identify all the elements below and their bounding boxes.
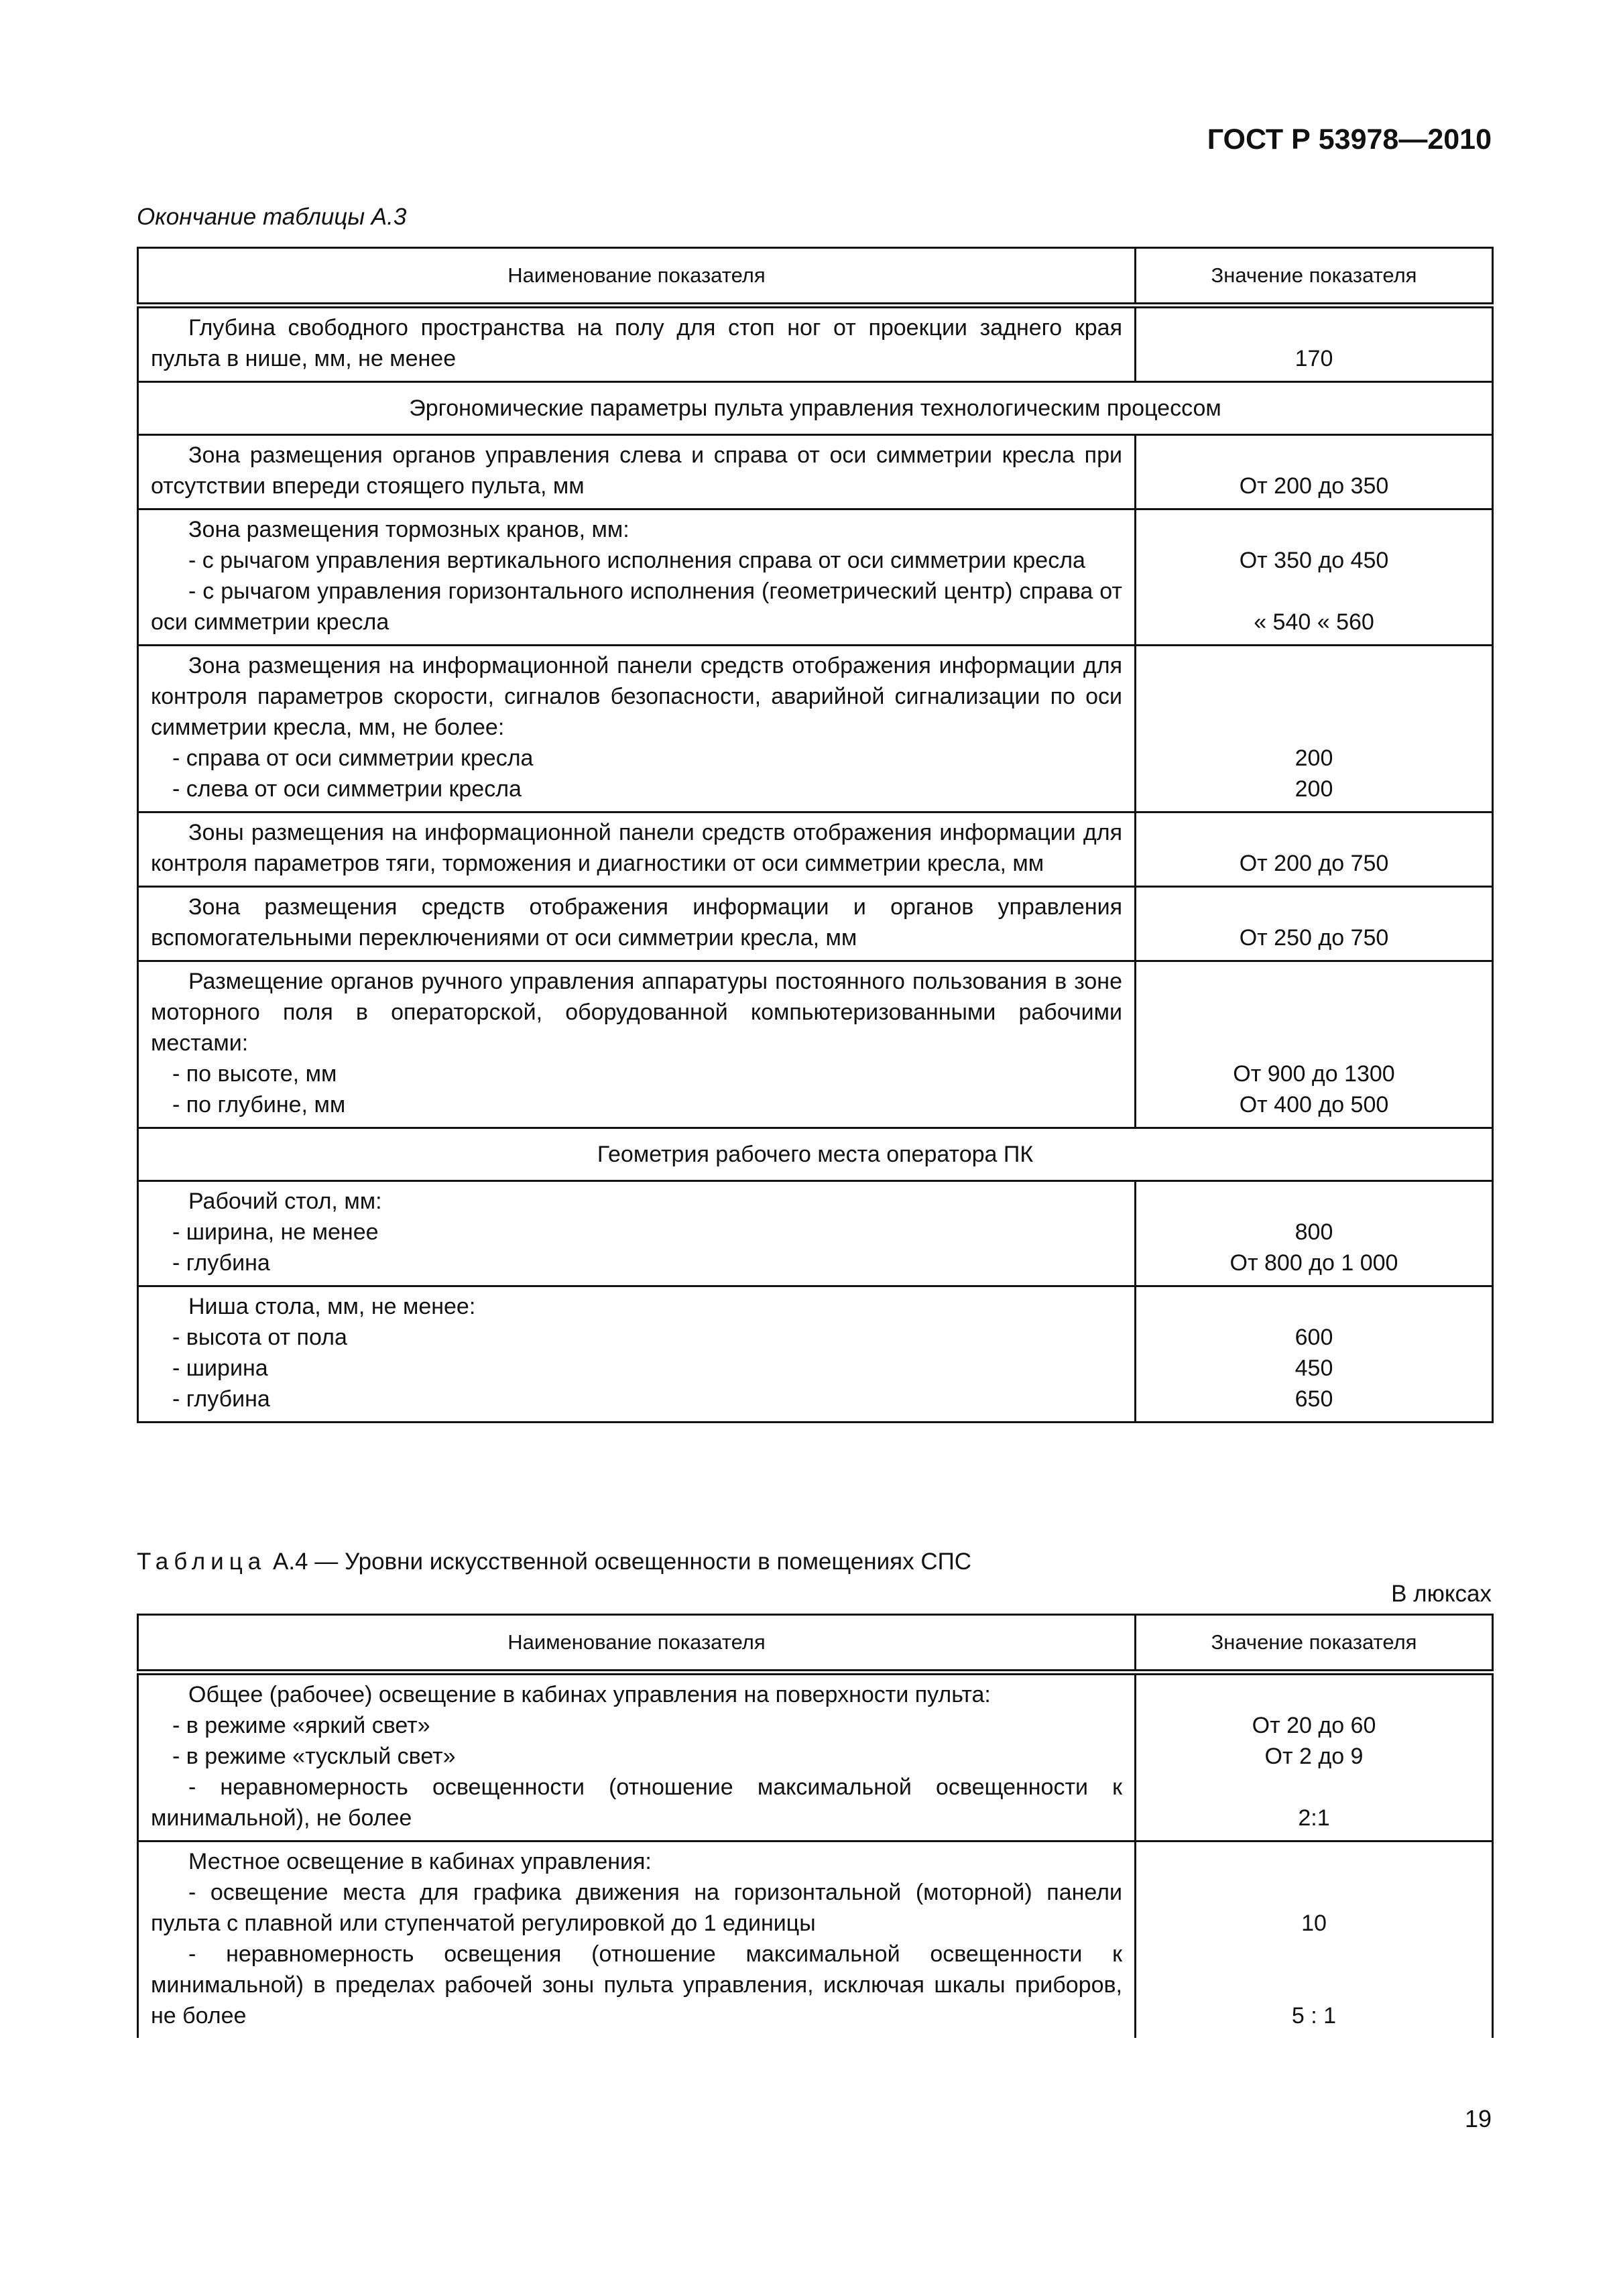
column-header-value: Значение показателя xyxy=(1136,1615,1493,1673)
row-name: Зоны размещения на информационной панели средств отображения информации для контроля параметров тяги, торможения и диагностики от оси симметрии кресла, мм xyxy=(138,812,1136,887)
row-value: От 200 до 750 xyxy=(1136,812,1493,887)
row-name: Зона размещения тормозных кранов, мм: - с рычагом управления вертикального исполнения справа от оси симметрии кресла - с рычагом управления горизонтального исполнения (геометрический центр) справа от оси симметрии кресла xyxy=(138,509,1136,646)
table-a4-caption xyxy=(137,1546,971,1578)
section-row xyxy=(138,382,1493,435)
table-row xyxy=(138,646,1493,812)
row-name: Ниша стола, мм, не менее: - высота от пола - ширина - глубина xyxy=(138,1286,1136,1423)
row-name: Зона размещения средств отображения информации и органов управления вспомогательными переключениями от оси симметрии кресла, мм xyxy=(138,887,1136,961)
row-value: От 350 до 450 « 540 « 560 xyxy=(1136,509,1493,646)
table-row xyxy=(138,812,1493,887)
table-a4-caption-label: Таблица xyxy=(137,1549,267,1575)
table-row xyxy=(138,509,1493,646)
row-value: 200 200 xyxy=(1136,646,1493,812)
row-name: Зона размещения на информационной панели средств отображения информации для контроля параметров скорости, сигналов безопасности, аварийной сигнализации по оси симметрии кресла, мм, не более: - справа от оси симметрии кресла - слева от оси симметрии кресла xyxy=(138,646,1136,812)
table-row xyxy=(138,1181,1493,1286)
row-value: От 250 до 750 xyxy=(1136,887,1493,961)
table-a3-caption: Окончание таблицы А.3 xyxy=(137,204,407,230)
table-row xyxy=(138,306,1493,382)
row-name: Рабочий стол, мм: - ширина, не менее - глубина xyxy=(138,1181,1136,1286)
table-row xyxy=(138,961,1493,1128)
column-header-name: Наименование показателя xyxy=(138,248,1136,306)
row-name: Размещение органов ручного управления аппаратуры постоянного пользования в зоне моторного поля в операторской, оборудованной компьютеризованными рабочими местами: - по высоте, мм - по глубине, мм xyxy=(138,961,1136,1128)
row-name: Глубина свободного пространства на полу для стоп ног от проекции заднего края пульта в нише, мм, не менее xyxy=(138,306,1136,382)
page-number: 19 xyxy=(1464,2105,1492,2132)
row-name: Местное освещение в кабинах управления: - освещение места для графика движения на горизонтальной (моторной) панели пульта с плавной или ступенчатой регулировкой до 1 единицы - неравномерность освещения (отношение максимальной освещенности к минимальной) в пределах рабочей зоны пульта управления, исключая шкалы приборов, не более xyxy=(138,1841,1136,2039)
row-value: 10 5 : 1 xyxy=(1136,1841,1493,2039)
row-name: Общее (рабочее) освещение в кабинах управления на поверхности пульта: - в режиме «яркий свет» - в режиме «тусклый свет» - неравномерность освещенности (отношение максимальной освещенности к минимальной), не более xyxy=(138,1673,1136,1841)
table-a3 xyxy=(137,247,1494,1423)
table-a4 xyxy=(137,1614,1494,2038)
row-value: 600 450 650 xyxy=(1136,1286,1493,1423)
row-value: От 20 до 60 От 2 до 9 2:1 xyxy=(1136,1673,1493,1841)
table-a4-caption-text: А.4 — Уровни искусственной освещенности в помещениях СПС xyxy=(272,1549,972,1575)
column-header-value: Значение показателя xyxy=(1136,248,1493,306)
section-title: Эргономические параметры пульта управления технологическим процессом xyxy=(138,382,1493,435)
units-label: В люксах xyxy=(1391,1581,1492,1607)
section-row xyxy=(138,1128,1493,1181)
table-row xyxy=(138,435,1493,509)
row-value: 800 От 800 до 1 000 xyxy=(1136,1181,1493,1286)
table-row xyxy=(138,1286,1493,1423)
row-value: От 900 до 1300 От 400 до 500 xyxy=(1136,961,1493,1128)
table-row xyxy=(138,1673,1493,1841)
row-name: Зона размещения органов управления слева и справа от оси симметрии кресла при отсутствии впереди стоящего пульта, мм xyxy=(138,435,1136,509)
table-row xyxy=(138,1841,1493,2039)
row-value: 170 xyxy=(1136,306,1493,382)
row-value: От 200 до 350 xyxy=(1136,435,1493,509)
standard-designation: ГОСТ Р 53978—2010 xyxy=(1207,123,1492,156)
section-title: Геометрия рабочего места оператора ПК xyxy=(138,1128,1493,1181)
column-header-name: Наименование показателя xyxy=(138,1615,1136,1673)
table-header-row xyxy=(138,248,1493,306)
table-row xyxy=(138,887,1493,961)
table-header-row xyxy=(138,1615,1493,1673)
